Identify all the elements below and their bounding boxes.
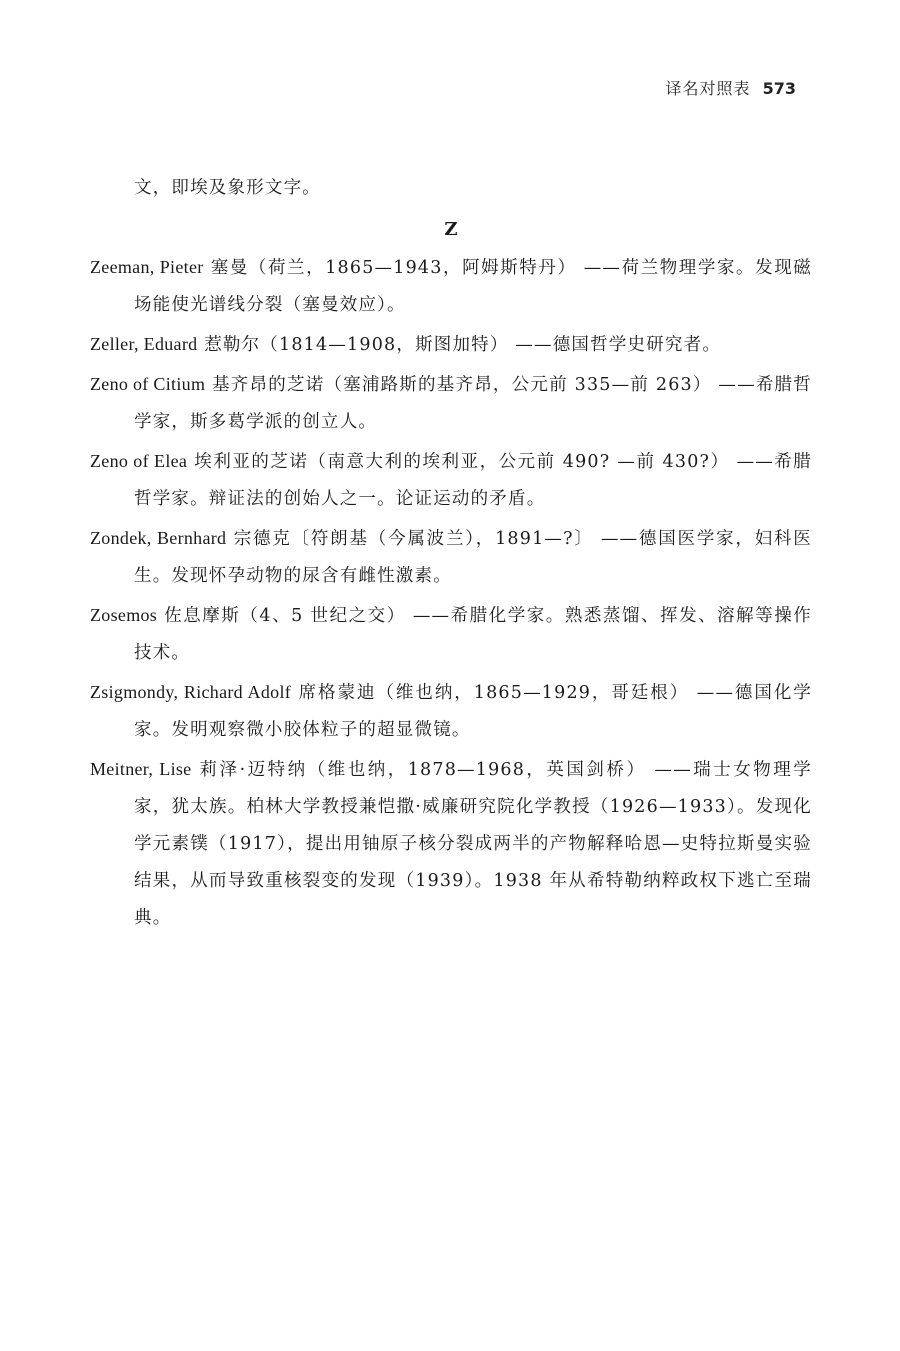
glossary-content [90,170,812,939]
entry-latin-name: Zosemos [90,605,158,625]
glossary-entry-meitner [90,751,812,937]
glossary-entry-zosemos [90,597,812,672]
entry-latin-name: Zeno of Citium [90,374,206,394]
glossary-entry-zeeman [90,249,812,324]
entry-latin-name: Zeno of Elea [90,451,188,471]
entry-latin-name: Zsigmondy, Richard Adolf [90,682,292,702]
entry-latin-name: Zondek, Bernhard [90,528,227,548]
glossary-entry-zeno-elea [90,443,812,518]
running-header-title: 译名对照表 [665,79,751,98]
page-number: 573 [762,79,796,98]
glossary-entry-zondek [90,520,812,595]
glossary-entry-zeller [90,326,812,364]
running-header [665,76,796,99]
entry-description: 宗德克〔符朗基（今属波兰），1891—?〕 ——德国医学家，妇科医生。发现怀孕动物的尿含有雌性激素。 [134,529,812,586]
glossary-entry-zeno-citium [90,366,812,441]
entry-description: 莉泽·迈特纳（维也纳，1878—1968，英国剑桥） ——瑞士女物理学家，犹太族。柏林大学教授兼恺撒·威廉研究院化学教授（1926—1933）。发现化学元素镤（1917），提出用铀原子核分裂成两半的产物解释哈恩—史特拉斯曼实验结果，从而导致重核裂变的发现（1939）。1938 年从希特勒纳粹政权下逃亡至瑞典。 [134,760,812,928]
section-heading-z: Z [444,219,458,240]
entry-description: 基齐昂的芝诺（塞浦路斯的基齐昂，公元前 335—前 263） ——希腊哲学家，斯多葛学派的创立人。 [134,375,812,432]
entry-description: 惹勒尔（1814—1908，斯图加特） ——德国哲学史研究者。 [204,335,722,355]
entry-description: 埃利亚的芝诺（南意大利的埃利亚，公元前 490? —前 430?） ——希腊哲学家。辩证法的创始人之一。论证运动的矛盾。 [134,452,813,509]
entry-latin-name: Meitner, Lise [90,759,192,779]
entry-description: 佐息摩斯（4、5 世纪之交） ——希腊化学家。熟悉蒸馏、挥发、溶解等操作技术。 [134,606,813,663]
entry-description: 席格蒙迪（维也纳，1865—1929，哥廷根） ——德国化学家。发明观察微小胶体粒子的超显微镜。 [134,683,812,740]
entry-description: 塞曼（荷兰，1865—1943，阿姆斯特丹） ——荷兰物理学家。发现磁场能使光谱线分裂（塞曼效应）。 [134,258,813,315]
continuation-text: 文，即埃及象形文字。 [134,178,321,198]
glossary-entry-zsigmondy [90,674,812,749]
entry-latin-name: Zeller, Eduard [90,334,198,354]
entry-latin-name: Zeeman, Pieter [90,257,204,277]
